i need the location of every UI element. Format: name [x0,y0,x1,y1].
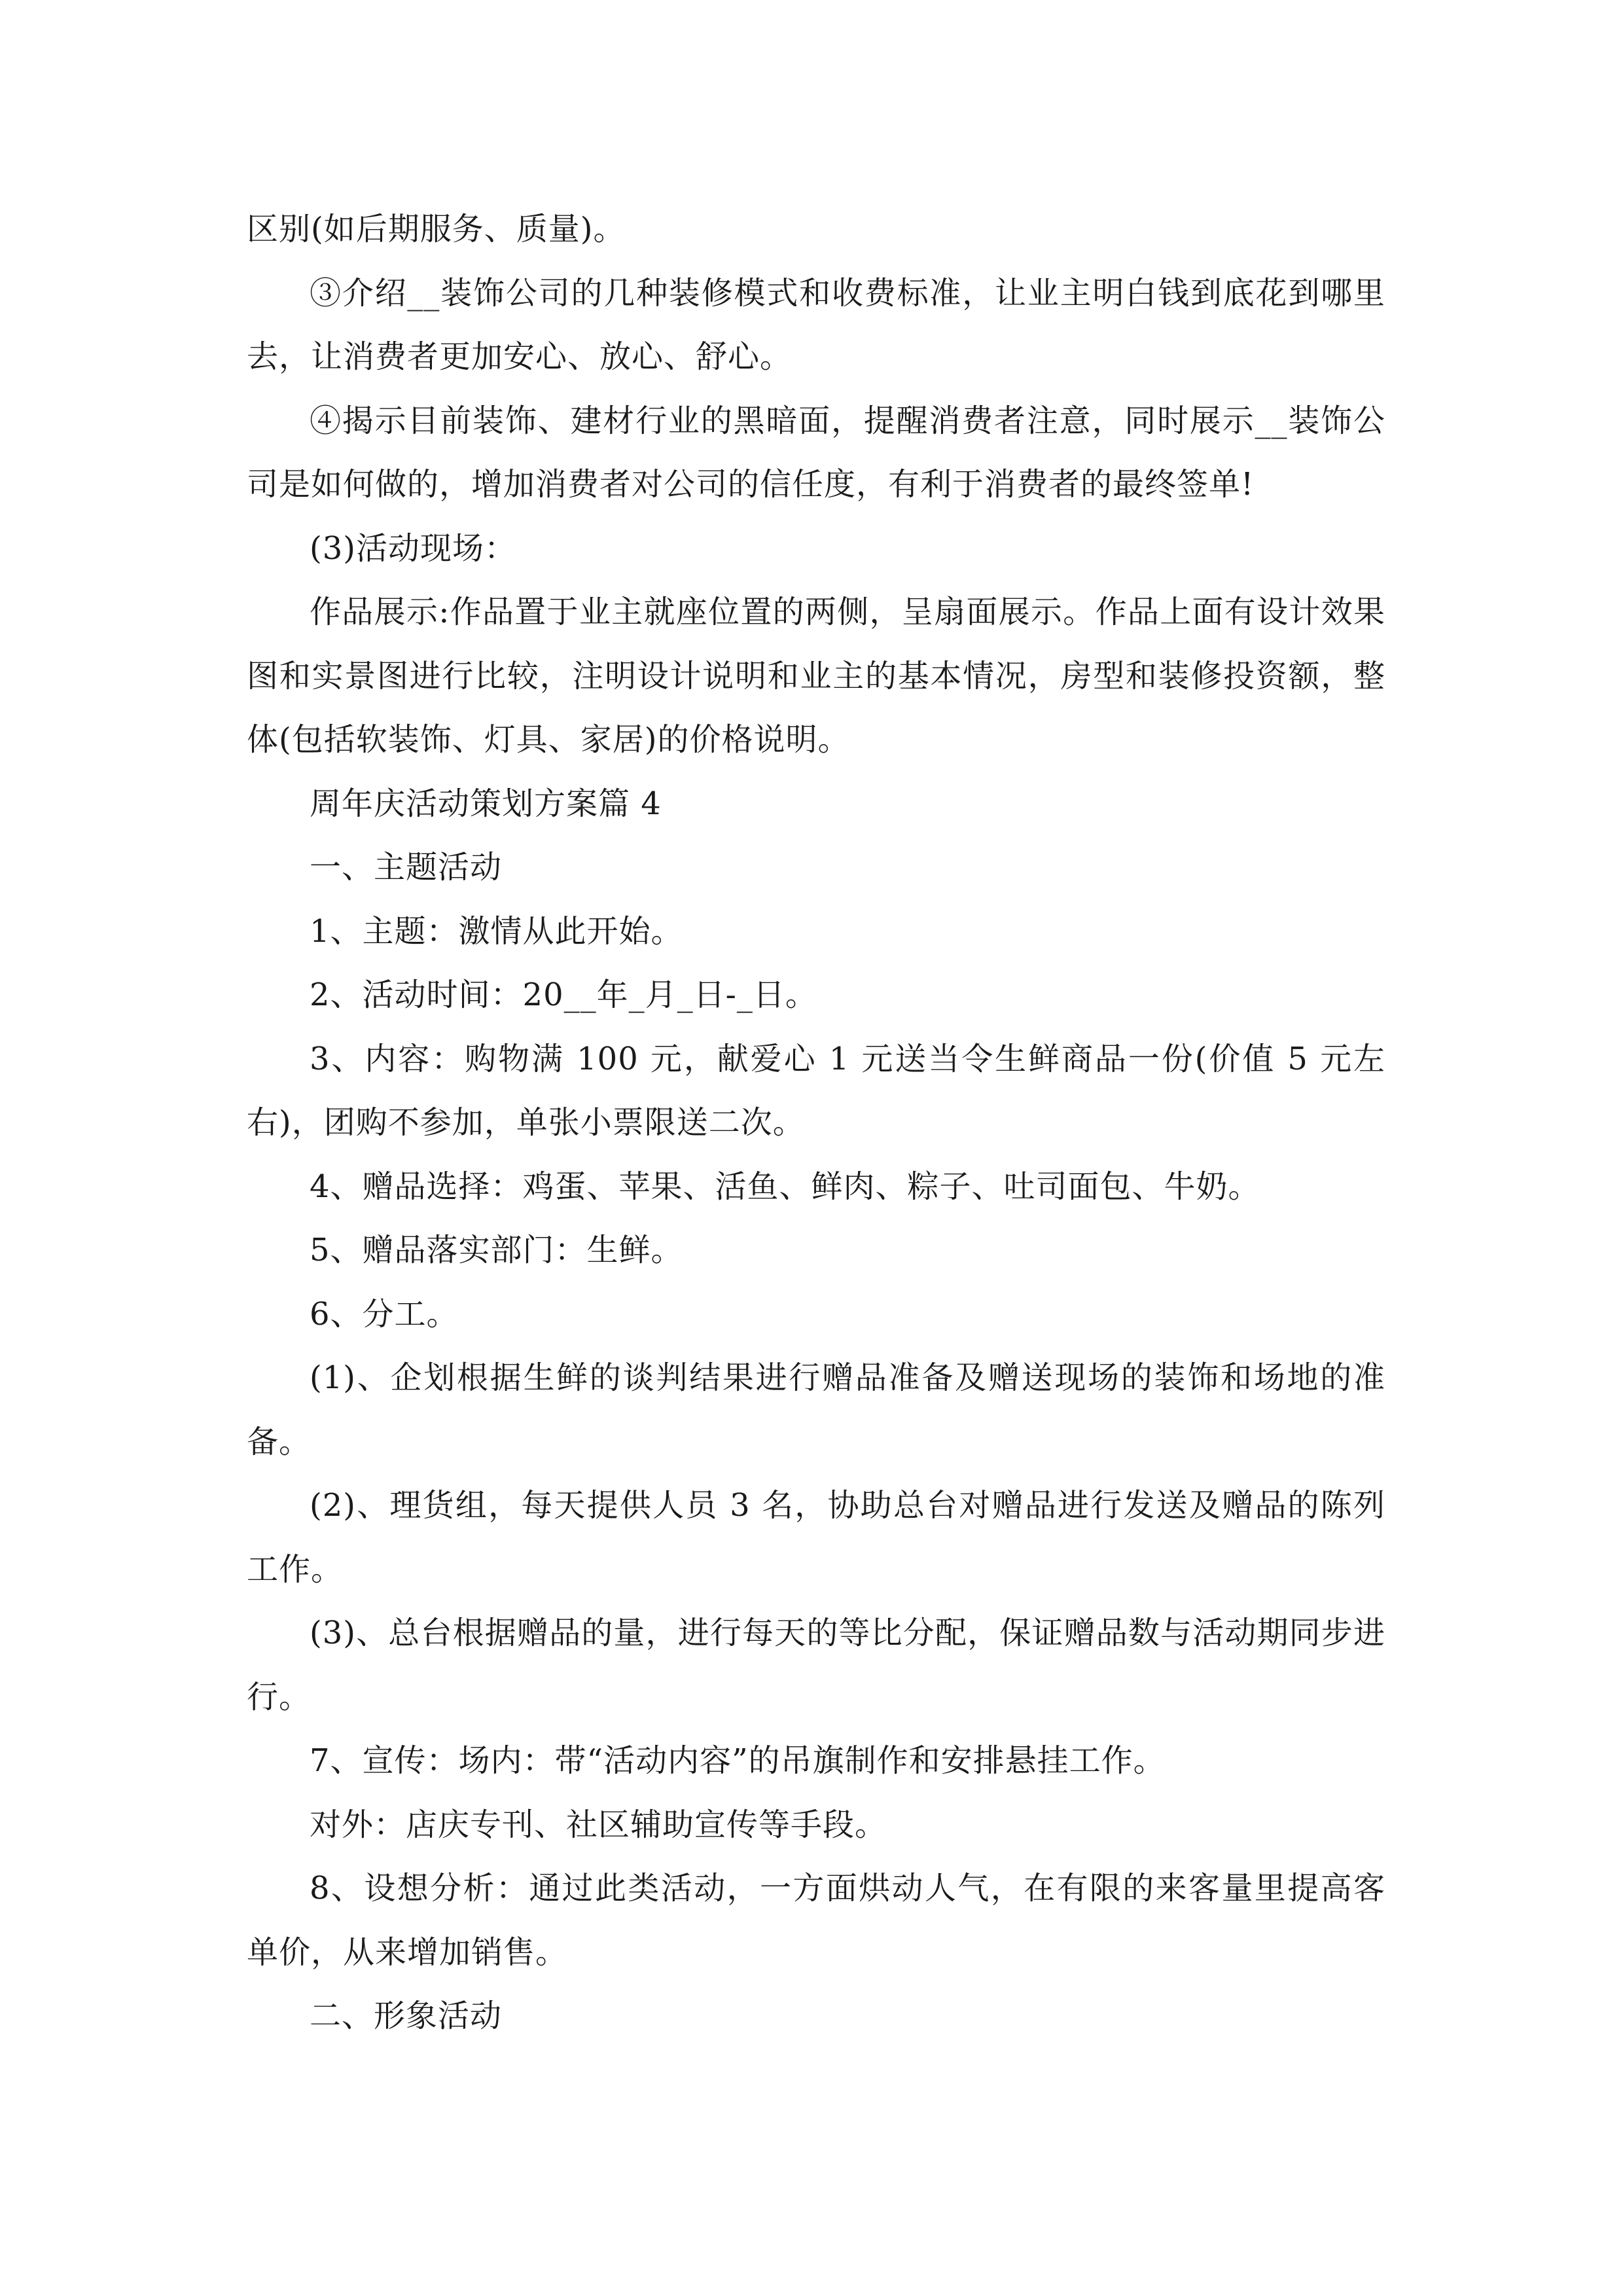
paragraph: ④揭示目前装饰、建材行业的黑暗面，提醒消费者注意，同时展示__装饰公司是如何做的，增加消费者对公司的信任度，有利于消费者的最终签单! [247,402,1385,503]
paragraph: 7、宣传：场内：带“活动内容”的吊旗制作和安排悬挂工作。 [310,1742,1166,1779]
paragraph: 5、赠品落实部门：生鲜。 [310,1232,683,1268]
paragraph: (3)、总台根据赠品的量，进行每天的等比分配，保证赠品数与活动期同步进行。 [247,1615,1385,1715]
paragraph: (3)活动现场： [310,529,516,567]
paragraph: 3、内容：购物满 100 元，献爱心 1 元送当令生鲜商品一份(价值 5 元左右)，团购不参加，单张小票限送二次。 [247,1040,1385,1141]
document-body [247,198,1385,2049]
paragraph: 6、分工。 [310,1295,459,1333]
section-heading: 一、主题活动 [310,849,503,886]
paragraph: 8、设想分析：通过此类活动，一方面烘动人气，在有限的来客量里提高客单价，从来增加销售。 [247,1870,1385,1971]
paragraph: ③介绍__装饰公司的几种装修模式和收费标准，让业主明白钱到底花到哪里去，让消费者更加安心、放心、舒心。 [247,274,1385,375]
paragraph: (1)、企划根据生鲜的谈判结果进行赠品准备及赠送现场的装饰和场地的准备。 [247,1359,1385,1460]
paragraph: 作品展示:作品置于业主就座位置的两侧，呈扇面展示。作品上面有设计效果图和实景图进行比较，注明设计说明和业主的基本情况，房型和装修投资额，整体(包括软装饰、灯具、家居)的价格说明。 [247,594,1385,758]
paragraph: 4、赠品选择：鸡蛋、苹果、活鱼、鲜肉、粽子、吐司面包、牛奶。 [310,1168,1260,1205]
paragraph: 区别(如后期服务、质量)。 [247,211,626,247]
section-title: 周年庆活动策划方案篇 4 [310,785,662,822]
section-heading: 二、形象活动 [310,1998,503,2034]
paragraph: 1、主题：激情从此开始。 [310,912,683,950]
paragraph: 2、活动时间：20__年_月_日-_日。 [310,977,817,1013]
paragraph: 对外：店庆专刊、社区辅助宣传等手段。 [310,1806,887,1843]
paragraph: (2)、理货组，每天提供人员 3 名，协助总台对赠品进行发送及赠品的陈列工作。 [247,1487,1385,1588]
